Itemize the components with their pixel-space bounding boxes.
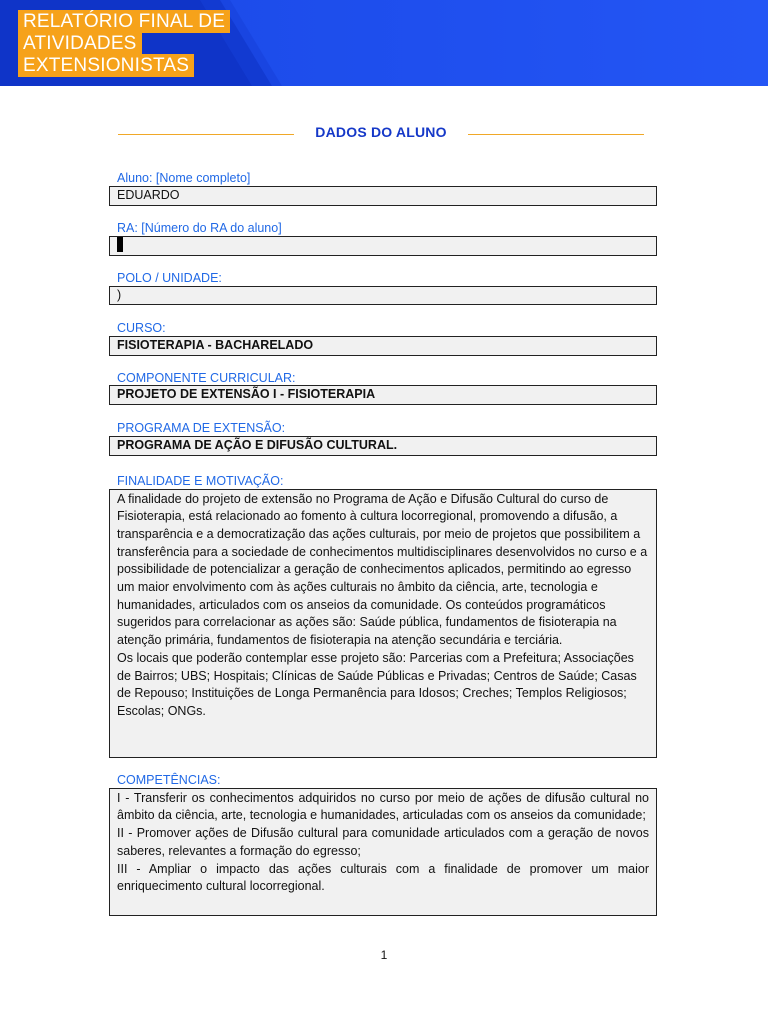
finalidade-label: FINALIDADE E MOTIVAÇÃO: — [117, 474, 284, 488]
section-title: DADOS DO ALUNO — [315, 124, 447, 140]
competencia-item-1: I - Transferir os conhecimentos adquiridos no curso por meio de ações de difusão cultural no âmbito da ciência, arte, tecnologia e humanidades, articuladas com os anseios da comunidade; — [117, 790, 649, 823]
aluno-field[interactable]: EDUARDO — [109, 186, 657, 206]
ra-field[interactable] — [109, 236, 657, 256]
competencia-item-3: III - Ampliar o impacto das ações culturais com a finalidade de promover um maior enriquecimento cultural locorregional. — [117, 861, 649, 894]
competencias-field[interactable] — [109, 788, 657, 916]
finalidade-field[interactable] — [109, 489, 657, 758]
aluno-label: Aluno: [Nome completo] — [117, 171, 251, 185]
competencia-item-2: II - Promover ações de Difusão cultural para comunidade articulados com a geração de novos saberes, relevantes a formação do egresso; — [117, 826, 649, 858]
finalidade-paragraph-2: Os locais que poderão contemplar esse projeto são: Parcerias com a Prefeitura; Associações de Bairros; UBS; Hospitais; Clínicas de Saúde Públicas e Privadas; Centros de Saúde; Casas de Repouso; Instituições de Longa Permanência para Idosos; Creches; Templos Religiosos; Escolas; ONGs. — [117, 650, 637, 718]
header-banner — [0, 0, 768, 86]
programa-label: PROGRAMA DE EXTENSÃO: — [117, 421, 286, 435]
ra-label: RA: [Número do RA do aluno] — [117, 221, 282, 235]
heading-rule-right — [468, 134, 644, 135]
polo-label: POLO / UNIDADE: — [117, 271, 222, 285]
page-number: 1 — [380, 948, 388, 962]
componente-label: COMPONENTE CURRICULAR: — [117, 371, 296, 385]
report-title-line-2: ATIVIDADES — [18, 32, 142, 55]
competencias-label: COMPETÊNCIAS: — [117, 773, 221, 787]
report-title-line-1: RELATÓRIO FINAL DE — [18, 10, 230, 33]
componente-field[interactable]: PROJETO DE EXTENSÃO I - FISIOTERAPIA — [109, 385, 657, 405]
text-cursor — [117, 237, 123, 252]
programa-field[interactable]: PROGRAMA DE AÇÃO E DIFUSÃO CULTURAL. — [109, 436, 657, 456]
polo-field[interactable]: ) — [109, 286, 657, 305]
curso-label: CURSO: — [117, 321, 166, 335]
curso-field[interactable]: FISIOTERAPIA - BACHARELADO — [109, 336, 657, 356]
report-title-line-3: EXTENSIONISTAS — [18, 54, 194, 77]
section-heading — [118, 122, 644, 146]
finalidade-paragraph-1: A finalidade do projeto de extensão no Programa de Ação e Difusão Cultural do curso de Fisioterapia, está relacionado ao fomento à cultura locorregional, promovendo a difusão, a transparência e a democratização das ações culturais, por meio de projetos que possibilitem a transferência para a sociedade de conhecimentos multidisciplinares desenvolvidos no curso e a possibilidade de potencializar a geração de conhecimentos aplicados, permitindo ao egresso um maior envolvimento com às ações culturais no âmbito da ciência, arte, tecnologia e humanidades, articulados com os anseios da comunidade. Os conteúdos programáticos sugeridos para correlacionar as ações são: Saúde pública, fundamentos de fisioterapia na atenção primária, fundamentos de fisioterapia na atenção secundária e terciária. — [117, 491, 648, 648]
